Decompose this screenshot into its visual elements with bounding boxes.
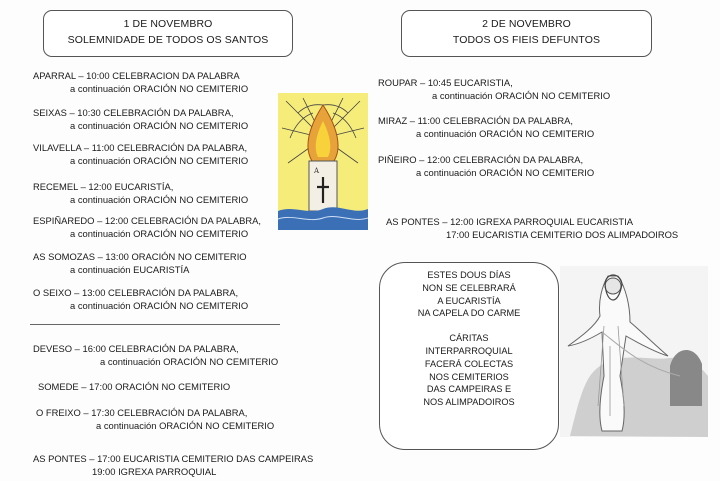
tomb-entrance <box>670 350 702 406</box>
entry-detail: a continuación ORACIÓN NO CEMITERIO <box>416 128 595 139</box>
entry-title: ESPIÑAREDO – 12:00 CELEBRACIÓN DA PALABRA, <box>33 215 262 226</box>
entry-title: PIÑEIRO – 12:00 CELEBRACIÓN DA PALABRA, <box>378 154 584 165</box>
header-all-saints <box>43 10 293 57</box>
figure-head <box>605 278 621 294</box>
header-date: 1 DE NOVEMBRO <box>123 18 213 30</box>
notice-line: FACERÁ COLECTAS <box>424 358 514 369</box>
schedule-entry <box>33 286 248 312</box>
schedule-entry <box>378 153 594 179</box>
easter-candle-illustration <box>278 93 368 230</box>
notice-line: CÁRITAS <box>449 333 489 344</box>
schedule-entry <box>33 452 313 478</box>
notice-box <box>379 262 559 450</box>
entry-title: MIRAZ – 11:00 CELEBRACIÓN DA PALABRA, <box>378 115 574 126</box>
entry-detail: a continuación ORACIÓN NO CEMITERIO <box>100 356 279 367</box>
header-title: SOLEMNIDADE DE TODOS OS SANTOS <box>67 34 269 46</box>
schedule-entry <box>33 106 248 132</box>
entry-title: AS SOMOZAS – 13:00 ORACIÓN NO CEMITERIO <box>33 251 247 262</box>
entry-title: AS PONTES – 17:00 EUCARISTIA CEMITERIO DAS CAMPEIRAS <box>33 453 314 464</box>
entry-detail: a continuación ORACIÓN NO CEMITERIO <box>70 300 249 311</box>
entry-detail: a continuación EUCARISTÍA <box>70 264 190 275</box>
entry-title: RECEMEL – 12:00 EUCARISTÍA, <box>33 181 174 192</box>
entry-title: VILAVELLA – 11:00 CELEBRACIÓN DA PALABRA, <box>33 142 248 153</box>
entry-title: ROUPAR – 10:45 EUCARISTIA, <box>378 77 513 88</box>
entry-detail: a continuación ORACIÓN NO CEMITERIO <box>70 228 249 239</box>
schedule-entry <box>378 76 610 102</box>
entry-title: APARRAL – 10:00 CELEBRACION DA PALABRA <box>33 70 240 81</box>
notice-line: ESTES DOUS DÍAS <box>427 270 511 280</box>
header-title: TODOS OS FIEIS DEFUNTOS <box>452 34 601 46</box>
entry-title: SOMEDE – 17:00 ORACIÓN NO CEMITERIO <box>38 381 231 392</box>
schedule-entry <box>33 342 278 368</box>
entry-detail: a continuación ORACIÓN NO CEMITERIO <box>70 194 249 205</box>
entry-title: O FREIXO – 17:30 CELEBRACIÓN DA PALABRA, <box>36 407 248 418</box>
notice-line: NOS CEMITERIOS <box>429 371 509 382</box>
schedule-entry <box>33 69 248 95</box>
section-divider <box>30 324 280 325</box>
entry-detail: 19:00 IGREXA PARROQUIAL <box>92 466 217 477</box>
header-date: 2 DE NOVEMBRO <box>482 18 571 30</box>
entry-title: SEIXAS – 10:30 CELEBRACIÓN DA PALABRA, <box>33 107 234 118</box>
schedule-entry <box>378 114 594 140</box>
entry-detail: a continuación ORACIÓN NO CEMITERIO <box>70 155 249 166</box>
notice-line: INTERPARROQUIAL <box>425 345 513 356</box>
entry-detail: a continuación ORACIÓN NO CEMITERIO <box>70 83 249 94</box>
schedule-entry <box>38 380 230 393</box>
risen-jesus-illustration <box>560 266 708 437</box>
entry-detail: a continuación ORACIÓN NO CEMITERIO <box>70 120 249 131</box>
entry-detail: a continuación ORACIÓN NO CEMITERIO <box>432 90 611 101</box>
notice-line: A EUCARISTÍA <box>437 295 501 306</box>
notice-line: NON SE CELEBRARÁ <box>422 282 516 293</box>
schedule-entry <box>386 215 678 241</box>
notice-line: NA CAPELA DO CARME <box>417 308 521 319</box>
entry-detail: 17:00 EUCARISTIA CEMITERIO DOS ALIMPADOIROS <box>446 229 679 240</box>
entry-detail: a continuación ORACIÓN NO CEMITERIO <box>416 167 595 178</box>
schedule-entry <box>33 250 247 276</box>
schedule-entry <box>33 180 248 206</box>
schedule-entry <box>33 214 261 240</box>
notice-line: DAS CAMPEIRAS E <box>426 384 512 395</box>
schedule-entry <box>36 406 274 432</box>
entry-title: O SEIXO – 13:00 CELEBRACIÓN DA PALABRA, <box>33 287 239 298</box>
notice-line: NOS ALIMPADOIROS <box>423 397 515 408</box>
alpha-symbol: A <box>314 167 320 175</box>
header-all-souls <box>401 10 652 57</box>
entry-title: AS PONTES – 12:00 IGREXA PARROQUIAL EUCARISTIA <box>386 216 633 227</box>
entry-detail: a continuación ORACIÓN NO CEMITERIO <box>96 420 275 431</box>
entry-title: DEVESO – 16:00 CELEBRACIÓN DA PALABRA, <box>33 343 239 354</box>
schedule-entry <box>33 141 248 167</box>
